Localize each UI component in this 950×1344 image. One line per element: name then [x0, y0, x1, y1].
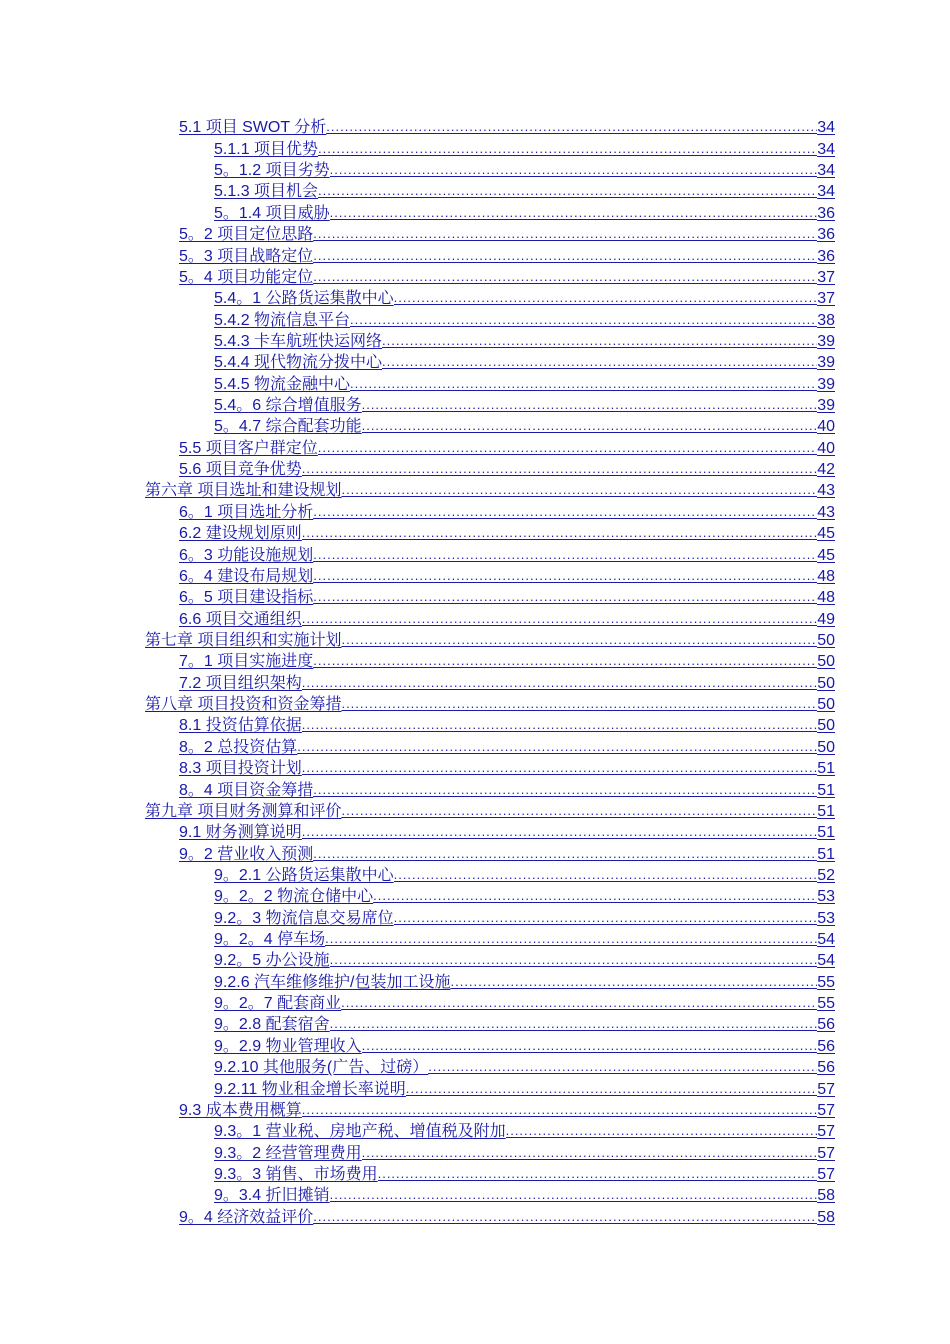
toc-dot-leader [325, 930, 817, 949]
toc-page-number: 54 [817, 931, 835, 949]
toc-page-number: 57 [817, 1144, 835, 1162]
toc-entry-title: 8.1 投资估算依据 [179, 717, 302, 735]
toc-dot-leader [302, 674, 818, 693]
toc-dot-leader [302, 823, 818, 842]
toc-page-number: 42 [817, 461, 835, 479]
toc-section-link[interactable] [0, 137, 835, 158]
toc-section-link[interactable] [0, 671, 835, 692]
toc-entry-title: 5。4 项目功能定位 [179, 268, 314, 286]
toc-dot-leader [341, 481, 817, 500]
toc-page-number: 50 [817, 738, 835, 756]
toc-dot-leader [428, 1058, 817, 1077]
toc-entry-title: 6.6 项目交通组织 [179, 610, 302, 628]
toc-page-number: 37 [817, 268, 835, 286]
toc-dot-leader [378, 1165, 818, 1184]
toc-section-link[interactable] [0, 458, 835, 479]
toc-dot-leader [313, 546, 817, 565]
toc-section-link[interactable] [0, 116, 835, 137]
toc-page-number: 36 [817, 247, 835, 265]
toc-dot-leader [330, 161, 818, 180]
toc-section-link[interactable] [0, 1141, 835, 1162]
toc-section-link[interactable] [0, 1163, 835, 1184]
toc-page-number: 58 [817, 1208, 835, 1226]
toc-section-link[interactable] [0, 778, 835, 799]
toc-entry-title: 9.2.6 汽车维修维护/包装加工设施 [214, 973, 451, 991]
toc-page-number: 50 [817, 631, 835, 649]
toc-section-link[interactable] [0, 586, 835, 607]
toc-page-number: 39 [817, 375, 835, 393]
toc-dot-leader [406, 1080, 817, 1099]
toc-dot-leader [302, 610, 818, 629]
toc-section-link[interactable] [0, 394, 835, 415]
toc-section-link[interactable] [0, 436, 835, 457]
toc-page-number: 34 [817, 162, 835, 180]
toc-dot-leader [362, 396, 818, 415]
toc-page-number: 51 [817, 760, 835, 778]
toc-page-number: 40 [817, 439, 835, 457]
toc-entry-title: 5。3 项目战略定位 [179, 247, 314, 265]
toc-section-link[interactable] [0, 351, 835, 372]
toc-page-number: 58 [817, 1187, 835, 1205]
toc-entry-title: 5.4.4 现代物流分拨中心 [214, 354, 383, 372]
toc-dot-leader [330, 951, 818, 970]
toc-entry-title: 9.2。3 物流信息交易席位 [214, 909, 394, 927]
toc-dot-leader [302, 716, 818, 735]
toc-dot-leader [450, 973, 817, 992]
toc-section-link[interactable] [0, 244, 835, 265]
toc-dot-leader [341, 994, 817, 1013]
toc-dot-leader [373, 887, 817, 906]
toc-section-link[interactable] [0, 970, 835, 991]
toc-dot-leader [313, 567, 817, 586]
toc-page-number: 57 [817, 1101, 835, 1119]
toc-section-link[interactable] [0, 1205, 835, 1226]
toc-entry-title: 5.4.3 卡车航班快运网络 [214, 332, 383, 350]
toc-entry-title: 5.4。1 公路货运集散中心 [214, 290, 394, 308]
toc-entry-title: 9。2。7 配套商业 [214, 995, 342, 1013]
toc-dot-leader [330, 1015, 818, 1034]
toc-section-link[interactable] [0, 1099, 835, 1120]
toc-entry-title: 9。4 经济效益评价 [179, 1208, 314, 1226]
toc-section-link[interactable] [0, 949, 835, 970]
toc-entry-title: 9。2。4 停车场 [214, 931, 326, 949]
toc-entry-title: 第九章 项目财务测算和评价 [145, 802, 342, 820]
toc-page-number: 50 [817, 674, 835, 692]
toc-page-number: 48 [817, 589, 835, 607]
toc-entry-title: 6。4 建设布局规划 [179, 567, 314, 585]
toc-page-number: 34 [817, 140, 835, 158]
toc-chapter-link[interactable] [0, 479, 835, 500]
toc-entry-title: 7。1 项目实施进度 [179, 653, 314, 671]
toc-section-link[interactable] [0, 928, 835, 949]
toc-page-number: 51 [817, 781, 835, 799]
toc-entry-title: 9.3。1 营业税、房地产税、增值税及附加 [214, 1123, 506, 1141]
toc-page-number: 39 [817, 332, 835, 350]
toc-chapter-link[interactable] [0, 629, 835, 650]
toc-dot-leader [297, 738, 817, 757]
table-of-contents [0, 116, 950, 1227]
toc-section-link[interactable] [0, 714, 835, 735]
toc-entry-title: 9.2.10 其他服务(广告、过磅） [214, 1059, 429, 1077]
toc-dot-leader [318, 140, 817, 159]
toc-page-number: 52 [817, 866, 835, 884]
toc-entry-title: 9.1 财务测算说明 [179, 824, 302, 842]
toc-dot-leader [326, 118, 817, 137]
toc-page-number: 34 [817, 119, 835, 137]
toc-dot-leader [506, 1122, 818, 1141]
toc-page-number: 39 [817, 354, 835, 372]
toc-dot-leader [350, 311, 817, 330]
toc-dot-leader [313, 845, 817, 864]
toc-section-link[interactable] [0, 1077, 835, 1098]
toc-section-link[interactable] [0, 565, 835, 586]
toc-dot-leader [313, 652, 817, 671]
toc-page-number: 43 [817, 503, 835, 521]
toc-section-link[interactable] [0, 1056, 835, 1077]
toc-entry-title: 5.1 项目 SWOT 分析 [179, 119, 327, 137]
toc-section-link[interactable] [0, 842, 835, 863]
toc-entry-title: 6.2 建设规划原则 [179, 525, 302, 543]
toc-dot-leader [313, 268, 817, 287]
toc-page-number: 36 [817, 204, 835, 222]
toc-section-link[interactable] [0, 992, 835, 1013]
toc-entry-title: 5.4。6 综合增值服务 [214, 397, 362, 415]
toc-entry-title: 9。2。2 物流仓储中心 [214, 888, 374, 906]
toc-entry-title: 5.6 项目竞争优势 [179, 461, 302, 479]
toc-page-number: 51 [817, 802, 835, 820]
toc-entry-title: 9.2.11 物业租金增长率说明 [214, 1080, 406, 1098]
toc-page-number: 56 [817, 1059, 835, 1077]
toc-page-number: 53 [817, 888, 835, 906]
toc-section-link[interactable] [0, 864, 835, 885]
toc-dot-leader [394, 289, 818, 308]
toc-dot-leader [313, 247, 817, 266]
toc-dot-leader [341, 631, 817, 650]
toc-entry-title: 5.1.1 项目优势 [214, 140, 319, 158]
toc-page-number: 56 [817, 1037, 835, 1055]
toc-dot-leader [313, 781, 817, 800]
toc-page-number: 55 [817, 973, 835, 991]
toc-entry-title: 5。1.4 项目威胁 [214, 204, 330, 222]
toc-page-number: 48 [817, 567, 835, 585]
toc-section-link[interactable] [0, 1013, 835, 1034]
toc-section-link[interactable] [0, 1034, 835, 1055]
toc-entry-title: 第七章 项目组织和实施计划 [145, 631, 342, 649]
toc-section-link[interactable] [0, 650, 835, 671]
toc-dot-leader [302, 460, 818, 479]
toc-dot-leader [394, 866, 818, 885]
toc-entry-title: 5.1.3 项目机会 [214, 183, 319, 201]
toc-entry-title: 9。2.9 物业管理收入 [214, 1037, 362, 1055]
toc-entry-title: 5。1.2 项目劣势 [214, 162, 330, 180]
toc-page-number: 56 [817, 1016, 835, 1034]
toc-entry-title: 9。2 营业收入预测 [179, 845, 314, 863]
toc-section-link[interactable] [0, 287, 835, 308]
toc-dot-leader [350, 375, 817, 394]
toc-entry-title: 8。4 项目资金筹措 [179, 781, 314, 799]
toc-entry-title: 5。2 项目定位思路 [179, 226, 314, 244]
toc-dot-leader [362, 417, 818, 436]
toc-section-link[interactable] [0, 607, 835, 628]
toc-entry-title: 第八章 项目投资和资金筹措 [145, 696, 342, 714]
toc-dot-leader [313, 1208, 817, 1227]
toc-dot-leader [341, 802, 817, 821]
toc-page-number: 49 [817, 610, 835, 628]
toc-dot-leader [394, 909, 818, 928]
toc-section-link[interactable] [0, 1120, 835, 1141]
toc-entry-title: 5。4.7 综合配套功能 [214, 418, 362, 436]
toc-entry-title: 第六章 项目选址和建设规划 [145, 482, 342, 500]
toc-dot-leader [313, 588, 817, 607]
toc-dot-leader [382, 332, 817, 351]
toc-dot-leader [341, 695, 817, 714]
toc-dot-leader [362, 1037, 818, 1056]
toc-page-number: 53 [817, 909, 835, 927]
toc-chapter-link[interactable] [0, 693, 835, 714]
toc-dot-leader [313, 503, 817, 522]
toc-dot-leader [330, 204, 818, 223]
toc-section-link[interactable] [0, 1184, 835, 1205]
toc-section-link[interactable] [0, 885, 835, 906]
toc-dot-leader [382, 353, 817, 372]
toc-entry-title: 5.4.5 物流金融中心 [214, 375, 351, 393]
toc-page-number: 45 [817, 546, 835, 564]
toc-entry-title: 5.4.2 物流信息平台 [214, 311, 351, 329]
toc-dot-leader [313, 225, 817, 244]
toc-section-link[interactable] [0, 372, 835, 393]
toc-section-link[interactable] [0, 330, 835, 351]
toc-page-number: 57 [817, 1165, 835, 1183]
toc-entry-title: 9.3 成本费用概算 [179, 1101, 302, 1119]
toc-section-link[interactable] [0, 500, 835, 521]
toc-dot-leader [302, 524, 818, 543]
toc-section-link[interactable] [0, 308, 835, 329]
toc-page-number: 38 [817, 311, 835, 329]
toc-dot-leader [330, 1186, 818, 1205]
toc-entry-title: 9.3。3 销售、市场费用 [214, 1165, 378, 1183]
toc-section-link[interactable] [0, 735, 835, 756]
toc-section-link[interactable] [0, 821, 835, 842]
toc-dot-leader [318, 182, 817, 201]
toc-dot-leader [302, 759, 818, 778]
toc-section-link[interactable] [0, 543, 835, 564]
toc-section-link[interactable] [0, 159, 835, 180]
toc-entry-title: 9.3。2 经营管理费用 [214, 1144, 362, 1162]
toc-dot-leader [302, 1101, 818, 1120]
toc-entry-title: 5.5 项目客户群定位 [179, 439, 318, 457]
toc-page-number: 50 [817, 696, 835, 714]
toc-section-link[interactable] [0, 906, 835, 927]
toc-page-number: 43 [817, 482, 835, 500]
toc-page-number: 39 [817, 397, 835, 415]
toc-entry-title: 9。2.1 公路货运集散中心 [214, 866, 394, 884]
toc-entry-title: 6。1 项目选址分析 [179, 503, 314, 521]
toc-page-number: 51 [817, 824, 835, 842]
toc-entry-title: 6。5 项目建设指标 [179, 589, 314, 607]
toc-entry-title: 6。3 功能设施规划 [179, 546, 314, 564]
toc-page-number: 45 [817, 525, 835, 543]
toc-entry-title: 9。3.4 折旧摊销 [214, 1187, 330, 1205]
toc-section-link[interactable] [0, 180, 835, 201]
toc-chapter-link[interactable] [0, 800, 835, 821]
toc-page-number: 40 [817, 418, 835, 436]
toc-section-link[interactable] [0, 201, 835, 222]
toc-page-number: 36 [817, 226, 835, 244]
toc-page-number: 34 [817, 183, 835, 201]
toc-page-number: 54 [817, 952, 835, 970]
toc-entry-title: 8。2 总投资估算 [179, 738, 298, 756]
toc-dot-leader [362, 1144, 818, 1163]
toc-entry-title: 9.2。5 办公设施 [214, 952, 330, 970]
toc-page-number: 50 [817, 717, 835, 735]
toc-section-link[interactable] [0, 415, 835, 436]
toc-page-number: 57 [817, 1123, 835, 1141]
toc-entry-title: 9。2.8 配套宿舍 [214, 1016, 330, 1034]
toc-section-link[interactable] [0, 223, 835, 244]
toc-page-number: 55 [817, 995, 835, 1013]
toc-section-link[interactable] [0, 757, 835, 778]
toc-section-link[interactable] [0, 266, 835, 287]
toc-section-link[interactable] [0, 522, 835, 543]
toc-page-number: 51 [817, 845, 835, 863]
toc-entry-title: 8.3 项目投资计划 [179, 760, 302, 778]
toc-entry-title: 7.2 项目组织架构 [179, 674, 302, 692]
toc-page-number: 37 [817, 290, 835, 308]
toc-dot-leader [318, 439, 818, 458]
toc-page-number: 57 [817, 1080, 835, 1098]
toc-page-number: 50 [817, 653, 835, 671]
